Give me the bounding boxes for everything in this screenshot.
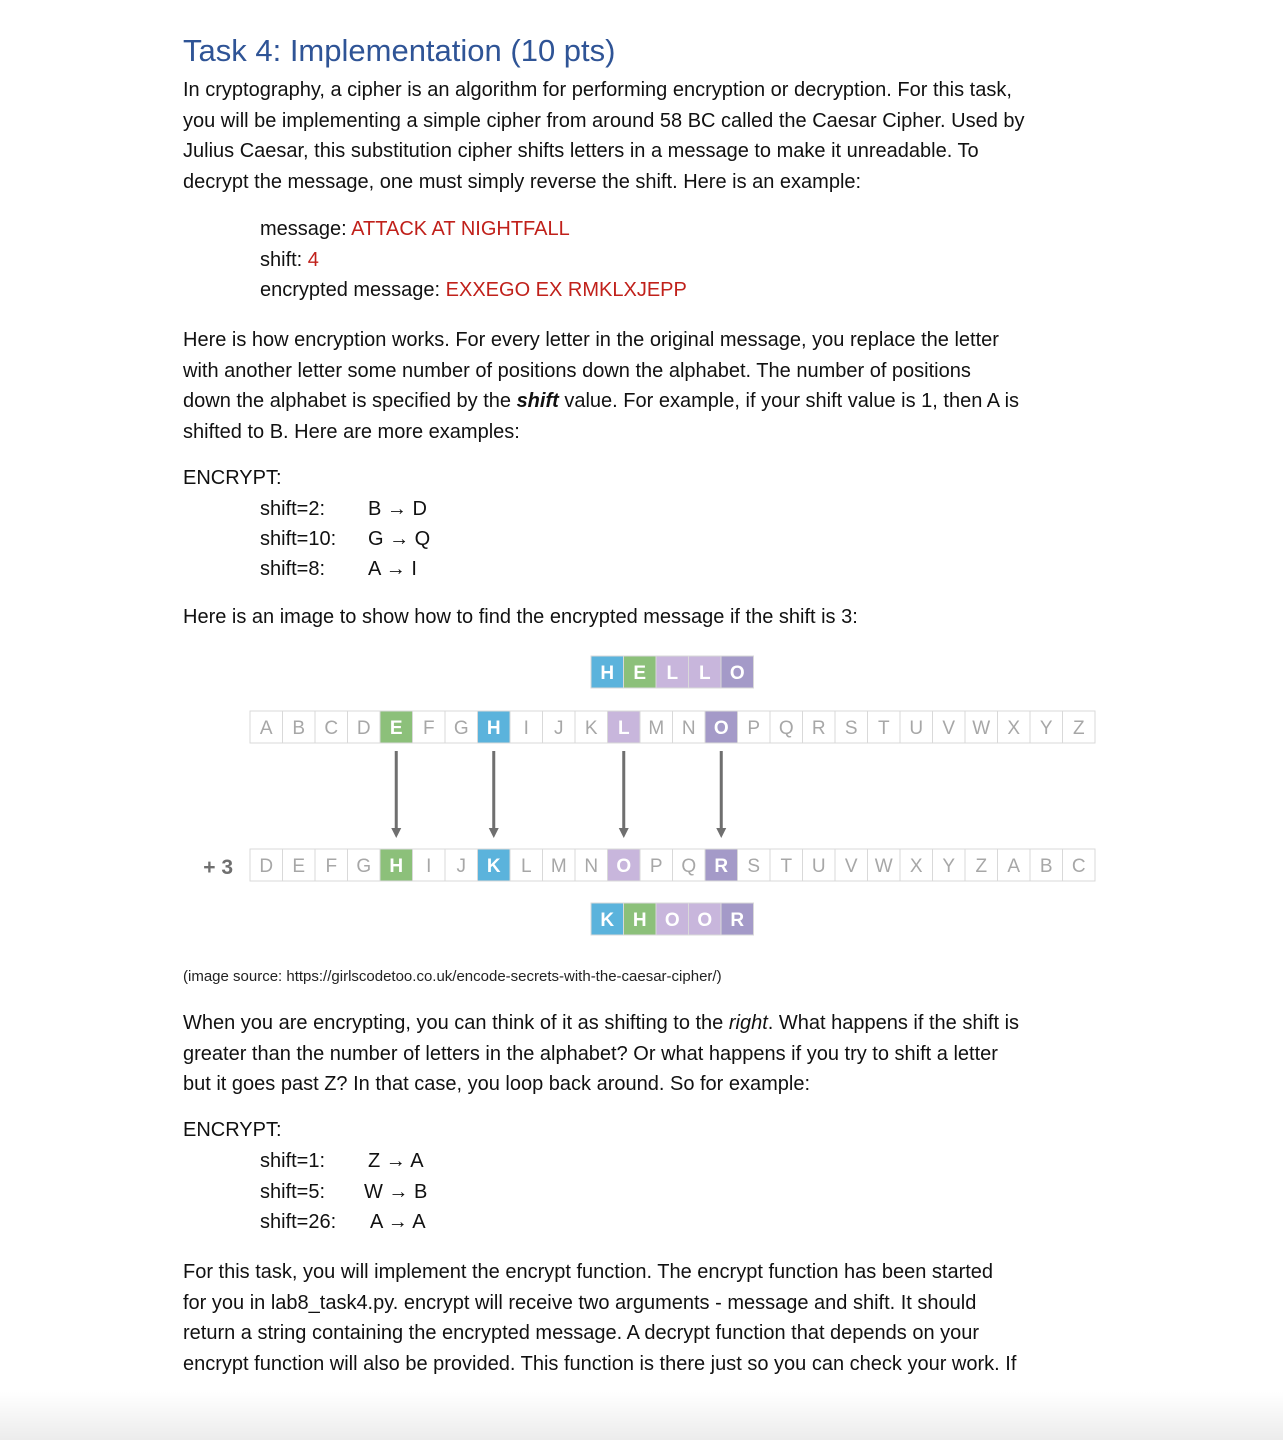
shifted-alphabet-cell bbox=[575, 849, 608, 881]
cipher-letter-cell bbox=[689, 903, 722, 935]
alphabet-cell bbox=[673, 711, 706, 743]
encrypt-example-mapping: B → D bbox=[368, 498, 427, 520]
intro-line: Julius Caesar, this substitution cipher shifts letters in a message to make it unreadable. To bbox=[183, 140, 979, 163]
alphabet-cell bbox=[608, 711, 641, 743]
shift-arrows bbox=[391, 751, 726, 838]
letter-cell-text: V bbox=[844, 856, 858, 877]
plain-letter-cell bbox=[591, 656, 624, 688]
letter-cell-text: M bbox=[648, 718, 665, 739]
letter-cell-text: H bbox=[632, 910, 647, 931]
shifted-alphabet-cell bbox=[413, 849, 446, 881]
shifted-alphabet-cell bbox=[835, 849, 868, 881]
letter-cell-text: Z bbox=[1072, 718, 1085, 739]
letter-cell-text: O bbox=[616, 856, 632, 877]
howto-text: down the alphabet is specified by the bbox=[183, 390, 517, 413]
cipher-word-row bbox=[591, 903, 754, 935]
letter-cell-text: D bbox=[356, 718, 371, 739]
alphabet-cell bbox=[640, 711, 673, 743]
letter-cell-text: L bbox=[520, 856, 532, 877]
cipher-letter-cell bbox=[721, 903, 754, 935]
encrypt-example-mapping: W → B bbox=[364, 1181, 428, 1203]
letter-cell-text: F bbox=[325, 856, 338, 877]
final-paragraph bbox=[183, 1257, 1103, 1379]
letter-cell-text: O bbox=[664, 910, 680, 931]
alphabet-cell bbox=[835, 711, 868, 743]
shifted-alphabet-cell bbox=[868, 849, 901, 881]
letter-cell-text: U bbox=[909, 718, 924, 739]
shift-arrow bbox=[391, 751, 401, 838]
letter-cell-text: F bbox=[422, 718, 435, 739]
final-line: For this task, you will implement the encrypt function. The encrypt function has been started bbox=[183, 1261, 994, 1283]
letter-cell-text: R bbox=[811, 718, 826, 739]
shift-amount-label: + 3 bbox=[203, 856, 233, 879]
cipher-letter-cell bbox=[591, 903, 624, 935]
shifted-alphabet-cell bbox=[478, 849, 511, 881]
plain-letter-cell bbox=[689, 656, 722, 688]
intro-line: you will be implementing a simple cipher from around 58 BC called the Caesar Cipher. Used by bbox=[183, 109, 1025, 132]
shifted-alphabet-cell bbox=[770, 849, 803, 881]
encrypt-example-mapping: A → I bbox=[368, 558, 417, 580]
howto-line: with another letter some number of positions down the alphabet. The number of positions bbox=[183, 359, 971, 382]
plain-letter-cell bbox=[656, 656, 689, 688]
shift-arrow bbox=[619, 751, 629, 838]
shifted-alphabet-cell bbox=[965, 849, 998, 881]
shifted-alphabet-cell bbox=[608, 849, 641, 881]
intro-line: In cryptography, a cipher is an algorithm for performing encryption or decryption. For this task, bbox=[183, 79, 1012, 101]
encrypt-example-shift: shift=1: bbox=[260, 1150, 326, 1172]
letter-cell-text: Q bbox=[681, 856, 697, 877]
shifted-alphabet-cell bbox=[510, 849, 543, 881]
image-source-caption: (image source: https://girlscodetoo.co.uk/encode-secrets-with-the-caesar-cipher/) bbox=[183, 968, 722, 985]
letter-cell-text: C bbox=[324, 718, 339, 739]
shifted-alphabet-cell bbox=[1063, 849, 1096, 881]
right-emphasis: right bbox=[728, 1012, 768, 1034]
plain-word-row bbox=[591, 656, 754, 688]
wrap-text: . What happens if the shift is bbox=[767, 1012, 1020, 1034]
letter-cell-text: R bbox=[730, 910, 745, 931]
final-line: for you in lab8_task4.py. encrypt will receive two arguments - message and shift. It should bbox=[183, 1291, 977, 1314]
letter-cell-text: N bbox=[584, 856, 599, 877]
letter-cell-text: S bbox=[747, 856, 761, 877]
final-line: return a string containing the encrypted message. A decrypt function that depends on your bbox=[183, 1322, 980, 1345]
letter-cell-text: Y bbox=[942, 856, 956, 877]
alphabet-cell bbox=[543, 711, 576, 743]
letter-cell-text: L bbox=[666, 663, 679, 684]
letter-cell-text: X bbox=[1007, 718, 1021, 739]
alphabet-cell bbox=[965, 711, 998, 743]
shifted-alphabet-cell bbox=[1030, 849, 1063, 881]
wrap-line bbox=[183, 1008, 1103, 1039]
page-bottom-shadow bbox=[0, 1392, 1283, 1440]
shifted-alphabet-cell bbox=[738, 849, 771, 881]
page-title: Task 4: Implementation (10 pts) bbox=[183, 33, 616, 68]
alphabet-cell bbox=[380, 711, 413, 743]
letter-cell-text: W bbox=[972, 718, 991, 739]
final-line: encrypt function will also be provided. This function is there just so you can check your work. If bbox=[183, 1352, 1017, 1375]
letter-cell-text: N bbox=[681, 718, 696, 739]
message-value: ATTACK AT NIGHTFALL bbox=[351, 218, 570, 240]
shifted-alphabet-cell bbox=[543, 849, 576, 881]
encrypt-heading-1: ENCRYPT: bbox=[183, 467, 282, 489]
message-label: message: bbox=[260, 218, 352, 240]
alphabet-cell bbox=[1030, 711, 1063, 743]
shift-value: 4 bbox=[307, 249, 319, 271]
letter-cell-text: K bbox=[486, 856, 501, 877]
shifted-alphabet-cell bbox=[445, 849, 478, 881]
alphabet-cell bbox=[1063, 711, 1096, 743]
letter-cell-text: G bbox=[356, 856, 372, 877]
shift-arrow bbox=[489, 751, 499, 838]
letter-cell-text: B bbox=[1039, 856, 1053, 877]
alphabet-cell bbox=[413, 711, 446, 743]
letter-cell-text: H bbox=[600, 663, 615, 684]
letter-cell-text: Q bbox=[778, 718, 794, 739]
encrypted-value: EXXEGO EX RMKLXJEPP bbox=[445, 279, 687, 301]
encrypt-example-shift: shift=10: bbox=[260, 528, 337, 550]
letter-cell-text: I bbox=[523, 718, 529, 739]
letter-cell-text: O bbox=[729, 663, 745, 684]
alphabet-cell bbox=[510, 711, 543, 743]
shifted-alphabet-cell bbox=[998, 849, 1031, 881]
alphabet-cell bbox=[900, 711, 933, 743]
letter-cell-text: A bbox=[259, 718, 273, 739]
encrypt-example-shift: shift=8: bbox=[260, 558, 326, 580]
encrypted-label: encrypted message: bbox=[260, 279, 446, 301]
shifted-alphabet-cell bbox=[900, 849, 933, 881]
alphabet-cell bbox=[575, 711, 608, 743]
howto-text: value. For example, if your shift value is 1, then A is bbox=[558, 390, 1020, 413]
letter-cell-text: R bbox=[714, 856, 729, 877]
letter-cell-text: J bbox=[456, 856, 466, 877]
letter-cell-text: P bbox=[747, 718, 761, 739]
wrap-line: but it goes past Z? In that case, you loop back around. So for example: bbox=[183, 1073, 811, 1096]
alphabet-cell bbox=[770, 711, 803, 743]
letter-cell-text: X bbox=[909, 856, 923, 877]
shifted-alphabet-cell bbox=[348, 849, 381, 881]
encrypt-example-mapping: A → A bbox=[370, 1211, 426, 1233]
letter-cell-text: G bbox=[453, 718, 469, 739]
letter-cell-text: U bbox=[811, 856, 826, 877]
encrypt-example-mapping: Z → A bbox=[368, 1150, 424, 1172]
encrypt-example-shift: shift=26: bbox=[260, 1211, 337, 1233]
letter-cell-text: K bbox=[584, 718, 598, 739]
howto-line: Here is how encryption works. For every letter in the original message, you replace the letter bbox=[183, 329, 999, 351]
alphabet-cell bbox=[868, 711, 901, 743]
plain-letter-cell bbox=[624, 656, 657, 688]
shifted-alphabet-cell bbox=[315, 849, 348, 881]
wrap-paragraph bbox=[183, 1008, 1103, 1100]
letter-cell-text: Y bbox=[1039, 718, 1053, 739]
letter-cell-text: I bbox=[426, 856, 432, 877]
letter-cell-text: L bbox=[617, 718, 630, 739]
letter-cell-text: W bbox=[874, 856, 893, 877]
letter-cell-text: E bbox=[292, 856, 306, 877]
encrypt-heading-2: ENCRYPT: bbox=[183, 1119, 282, 1141]
letter-cell-text: M bbox=[550, 856, 567, 877]
letter-cell-text: E bbox=[389, 718, 403, 739]
letter-cell-text: V bbox=[942, 718, 956, 739]
letter-cell-text: E bbox=[633, 663, 647, 684]
letter-cell-text: A bbox=[1007, 856, 1021, 877]
image-intro: Here is an image to show how to find the encrypted message if the shift is 3: bbox=[183, 606, 858, 628]
intro-line: decrypt the message, one must simply reverse the shift. Here is an example: bbox=[183, 170, 862, 193]
encrypt-example-shift: shift=5: bbox=[260, 1181, 326, 1203]
alphabet-row bbox=[250, 711, 1095, 743]
letter-cell-text: T bbox=[780, 856, 793, 877]
alphabet-cell bbox=[283, 711, 316, 743]
shifted-alphabet-cell bbox=[640, 849, 673, 881]
letter-cell-text: O bbox=[697, 910, 713, 931]
shifted-alphabet-cell bbox=[705, 849, 738, 881]
shift-label: shift: bbox=[260, 249, 308, 271]
alphabet-cell bbox=[478, 711, 511, 743]
alphabet-cell bbox=[933, 711, 966, 743]
shift-arrow bbox=[716, 751, 726, 838]
shifted-alphabet-row bbox=[250, 849, 1095, 881]
letter-cell-text: H bbox=[389, 856, 404, 877]
letter-cell-text: S bbox=[844, 718, 858, 739]
letter-cell-text: D bbox=[259, 856, 274, 877]
alphabet-cell bbox=[348, 711, 381, 743]
shift-emphasis: shift bbox=[516, 390, 559, 413]
letter-cell-text: J bbox=[554, 718, 564, 739]
howto-line: shifted to B. Here are more examples: bbox=[183, 420, 520, 443]
letter-cell-text: H bbox=[486, 718, 501, 739]
plain-letter-cell bbox=[721, 656, 754, 688]
shifted-alphabet-cell bbox=[250, 849, 283, 881]
alphabet-cell bbox=[998, 711, 1031, 743]
letter-cell-text: Z bbox=[975, 856, 988, 877]
letter-cell-text: K bbox=[600, 910, 615, 931]
letter-cell-text: T bbox=[877, 718, 890, 739]
shifted-alphabet-cell bbox=[803, 849, 836, 881]
alphabet-cell bbox=[250, 711, 283, 743]
alphabet-cell bbox=[738, 711, 771, 743]
cipher-letter-cell bbox=[624, 903, 657, 935]
alphabet-cell bbox=[803, 711, 836, 743]
alphabet-cell bbox=[445, 711, 478, 743]
letter-cell-text: L bbox=[698, 663, 711, 684]
letter-cell-text: B bbox=[292, 718, 306, 739]
shifted-alphabet-cell bbox=[933, 849, 966, 881]
encrypt-example-shift: shift=2: bbox=[260, 498, 326, 520]
wrap-line: greater than the number of letters in the alphabet? Or what happens if you try to shift a letter bbox=[183, 1042, 998, 1065]
shifted-alphabet-cell bbox=[380, 849, 413, 881]
alphabet-cell bbox=[315, 711, 348, 743]
cipher-letter-cell bbox=[656, 903, 689, 935]
shifted-alphabet-cell bbox=[673, 849, 706, 881]
shifted-alphabet-cell bbox=[283, 849, 316, 881]
alphabet-cell bbox=[705, 711, 738, 743]
letter-cell-text: C bbox=[1071, 856, 1086, 877]
wrap-text: When you are encrypting, you can think of it as shifting to the bbox=[183, 1012, 729, 1034]
letter-cell-text: P bbox=[649, 856, 663, 877]
letter-cell-text: O bbox=[713, 718, 729, 739]
encrypt-example-mapping: G → Q bbox=[368, 528, 431, 550]
